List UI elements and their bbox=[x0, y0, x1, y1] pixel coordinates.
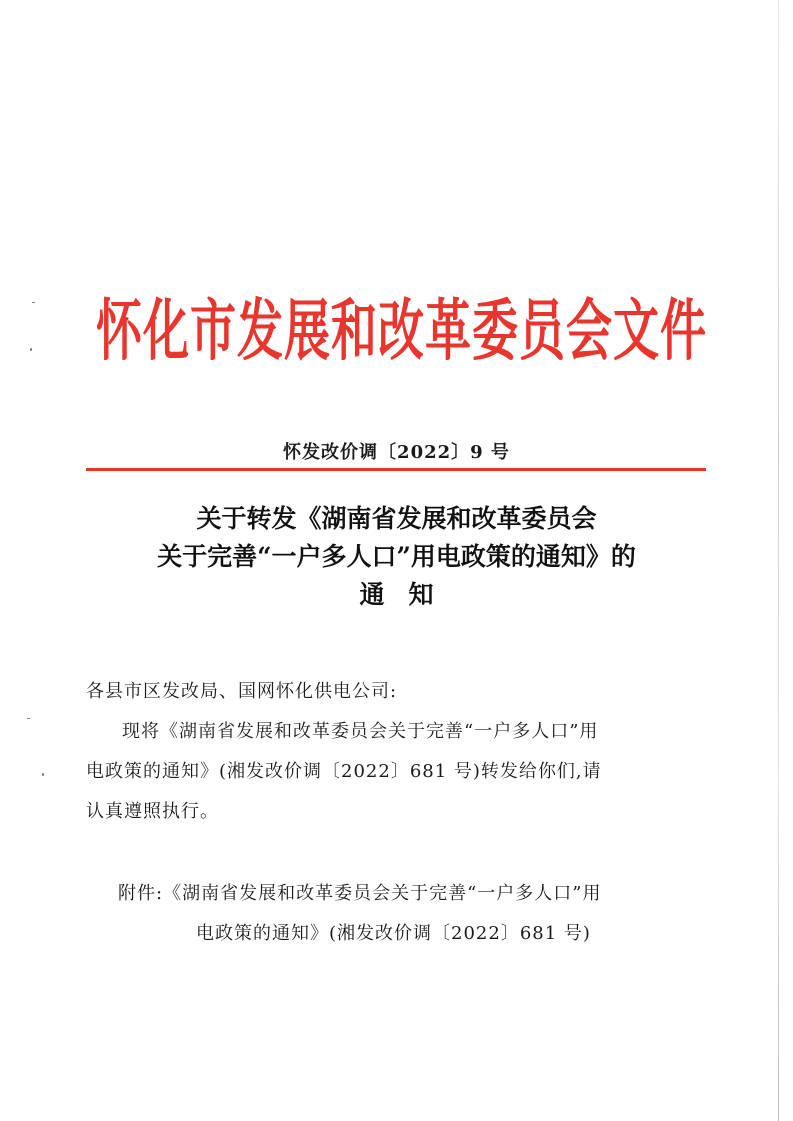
attachment-note bbox=[118, 874, 678, 954]
issuing-authority-header: 怀化市发展和改革委员会文件 bbox=[96, 291, 707, 370]
scan-speck bbox=[30, 348, 32, 351]
body-paragraph bbox=[86, 712, 686, 832]
attachment-line-1: 附件:《湖南省发展和改革委员会关于完善“一户多人口”用 bbox=[118, 883, 602, 904]
body-paragraph-line-1: 现将《湖南省发展和改革委员会关于完善“一户多人口”用 bbox=[122, 721, 599, 742]
title-line-2: 关于完善“一户多人口”用电政策的通知》的 bbox=[157, 542, 636, 571]
title-line-1: 关于转发《湖南省发展和改革委员会 bbox=[196, 504, 597, 533]
scan-speck bbox=[42, 773, 44, 776]
body-paragraph-line-3: 认真遵照执行。 bbox=[86, 801, 219, 822]
red-separator-rule bbox=[86, 468, 706, 471]
document-number: 怀发改价调〔2022〕9 号 bbox=[283, 442, 510, 463]
scan-speck bbox=[32, 302, 35, 303]
scan-speck bbox=[27, 718, 30, 719]
body-paragraph-line-2: 电政策的通知》(湘发改价调〔2022〕681 号)转发给你们,请 bbox=[86, 761, 602, 782]
notice-title bbox=[0, 500, 793, 614]
attachment-line-2: 电政策的通知》(湘发改价调〔2022〕681 号) bbox=[196, 923, 591, 944]
salutation: 各县市区发改局、国网怀化供电公司: bbox=[86, 681, 398, 702]
title-line-3: 通知 bbox=[359, 580, 458, 609]
